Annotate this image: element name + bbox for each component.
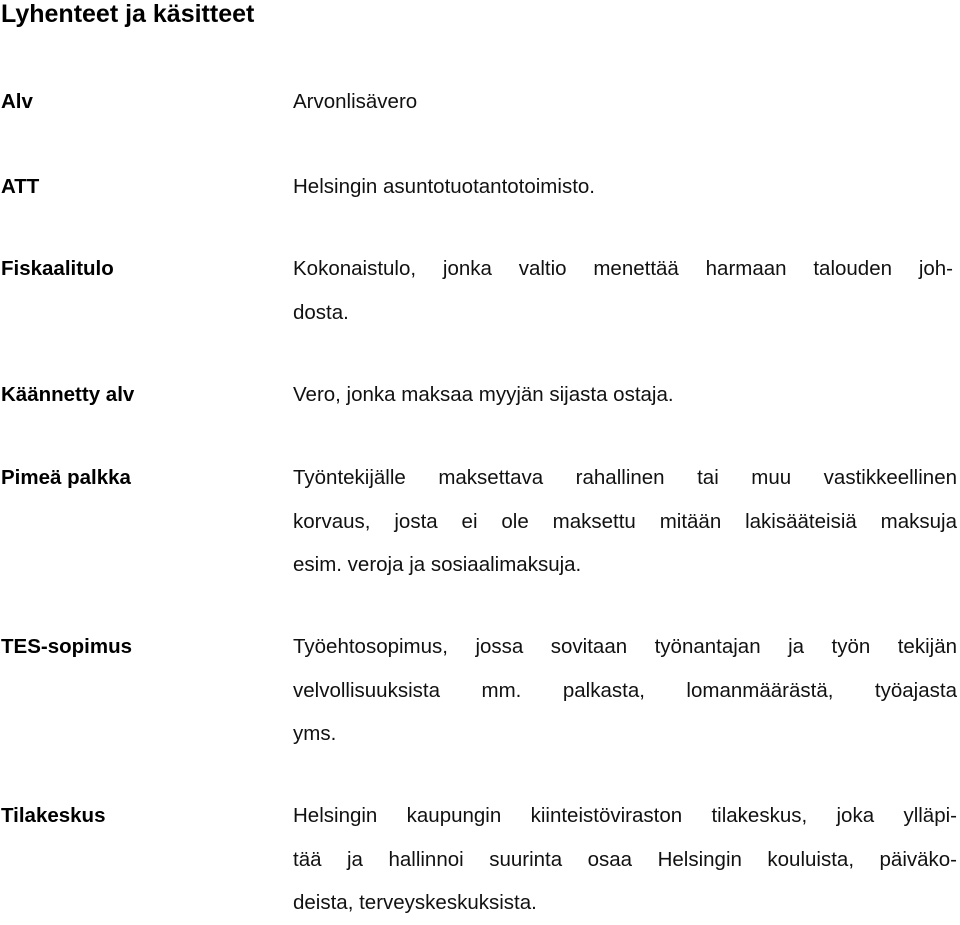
term-fiskaalitulo: Fiskaalitulo bbox=[1, 257, 114, 280]
definition-line: Helsingin kaupungin kiinteistöviraston tilakeskus, joka ylläpi- bbox=[293, 804, 957, 827]
term-pimea-palkka: Pimeä palkka bbox=[1, 466, 131, 489]
definition-line: korvaus, josta ei ole maksettu mitään lakisääteisiä maksuja bbox=[293, 509, 957, 533]
definition-kaannetty-alv bbox=[293, 373, 958, 417]
term-kaannetty-alv: Käännetty alv bbox=[1, 383, 135, 406]
definition-line: dosta. bbox=[293, 300, 349, 324]
definition-line: Arvonlisävero bbox=[293, 90, 418, 113]
definition-fiskaalitulo bbox=[293, 247, 958, 334]
definition-alv bbox=[293, 80, 958, 124]
definition-tilakeskus bbox=[293, 794, 958, 925]
term-tilakeskus: Tilakeskus bbox=[1, 804, 106, 827]
page-title: Lyhenteet ja käsitteet bbox=[1, 0, 255, 28]
definition-line: Työntekijälle maksettava rahallinen tai muu vastikkeellinen bbox=[293, 466, 957, 489]
definition-line: Työehtosopimus, jossa sovitaan työnantajan ja työn tekijän bbox=[293, 635, 957, 658]
definition-line: yms. bbox=[293, 722, 337, 745]
term-alv: Alv bbox=[1, 90, 33, 113]
term-tes-sopimus: TES-sopimus bbox=[1, 635, 132, 658]
term-att: ATT bbox=[1, 175, 40, 198]
definition-line: esim. veroja ja sosiaalimaksuja. bbox=[293, 553, 582, 576]
definition-line: Helsingin asuntotuotantotoimisto. bbox=[293, 175, 595, 198]
definition-line: Vero, jonka maksaa myyjän sijasta ostaja. bbox=[293, 383, 674, 406]
definition-pimea-palkka bbox=[293, 456, 958, 587]
definition-line: deista, terveyskeskuksista. bbox=[293, 891, 537, 914]
definition-line: Kokonaistulo, jonka valtio menettää harmaan talouden joh- bbox=[293, 257, 953, 280]
definition-tes-sopimus bbox=[293, 625, 958, 756]
definition-att bbox=[293, 165, 958, 209]
definition-line: velvollisuuksista mm. palkasta, lomanmäärästä, työajasta bbox=[293, 678, 957, 702]
definition-line: tää ja hallinnoi suurinta osaa Helsingin kouluista, päiväko- bbox=[293, 847, 957, 871]
